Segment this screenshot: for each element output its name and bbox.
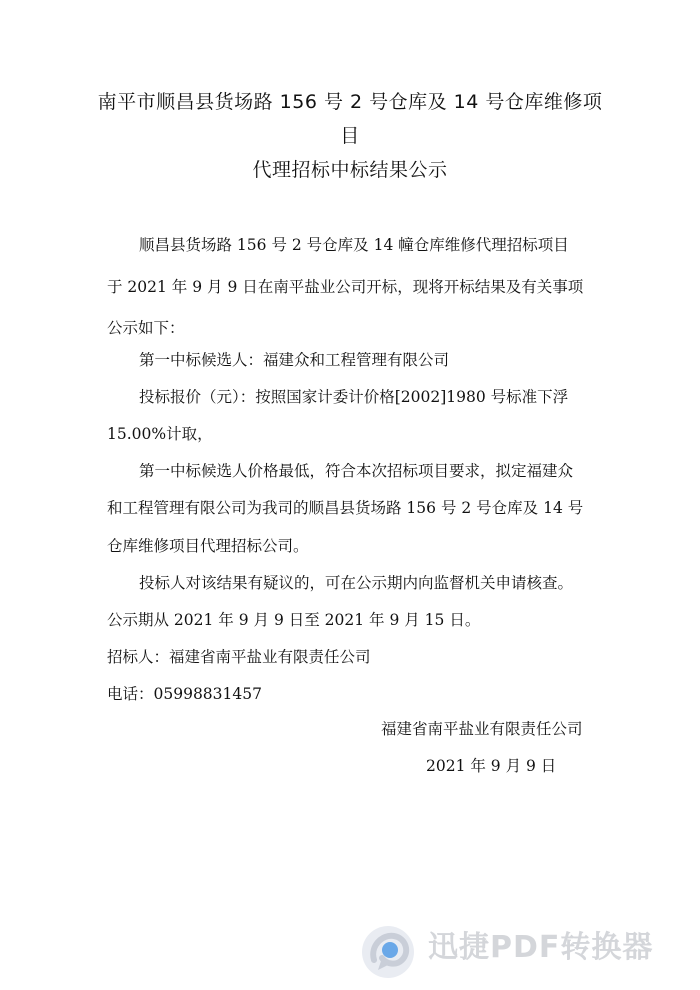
objection-notice-line-2: 公示期从 2021 年 9 月 9 日至 2021 年 9 月 15 日。 xyxy=(107,611,481,629)
tenderer-line: 招标人：福建省南平盐业有限责任公司 xyxy=(107,648,371,666)
signature-date: 2021 年 9 月 9 日 xyxy=(426,757,557,775)
paragraph-4-line-1: 第一中标候选人价格最低，符合本次招标项目要求，拟定福建众 xyxy=(139,462,574,480)
paragraph-1-line-3: 公示如下： xyxy=(107,319,185,337)
paragraph-4-line-2: 和工程管理有限公司为我司的顺昌县货场路 156 号 2 号仓库及 14 号 xyxy=(107,499,584,517)
document-subtitle: 代理招标中标结果公示 xyxy=(252,159,448,181)
document-title-line-2: 目 xyxy=(340,125,360,147)
paragraph-1-line-2: 于 2021 年 9 月 9 日在南平盐业公司开标，现将开标结果及有关事项 xyxy=(107,278,584,296)
bid-price-line-2: 15.00%计取， xyxy=(107,425,213,443)
signature-organization: 福建省南平盐业有限责任公司 xyxy=(381,720,583,738)
watermark xyxy=(360,918,690,978)
pdf-converter-logo-icon xyxy=(360,924,416,980)
winning-candidate-line: 第一中标候选人：福建众和工程管理有限公司 xyxy=(139,351,450,369)
watermark-text: 迅捷PDF转换器 xyxy=(428,930,654,965)
bid-price-line-1: 投标报价（元）：按照国家计委计价格[2002]1980 号标准下浮 xyxy=(139,388,569,406)
paragraph-1-line-1: 顺昌县货场路 156 号 2 号仓库及 14 幢仓库维修代理招标项目 xyxy=(139,236,569,254)
paragraph-4-line-3: 仓库维修项目代理招标公司。 xyxy=(107,537,309,555)
phone-line: 电话：05998831457 xyxy=(107,685,262,703)
document-title-line-1: 南平市顺昌县货场路 156 号 2 号仓库及 14 号仓库维修项 xyxy=(97,91,603,113)
objection-notice-line-1: 投标人对该结果有疑议的，可在公示期内向监督机关申请核查。 xyxy=(139,574,574,592)
